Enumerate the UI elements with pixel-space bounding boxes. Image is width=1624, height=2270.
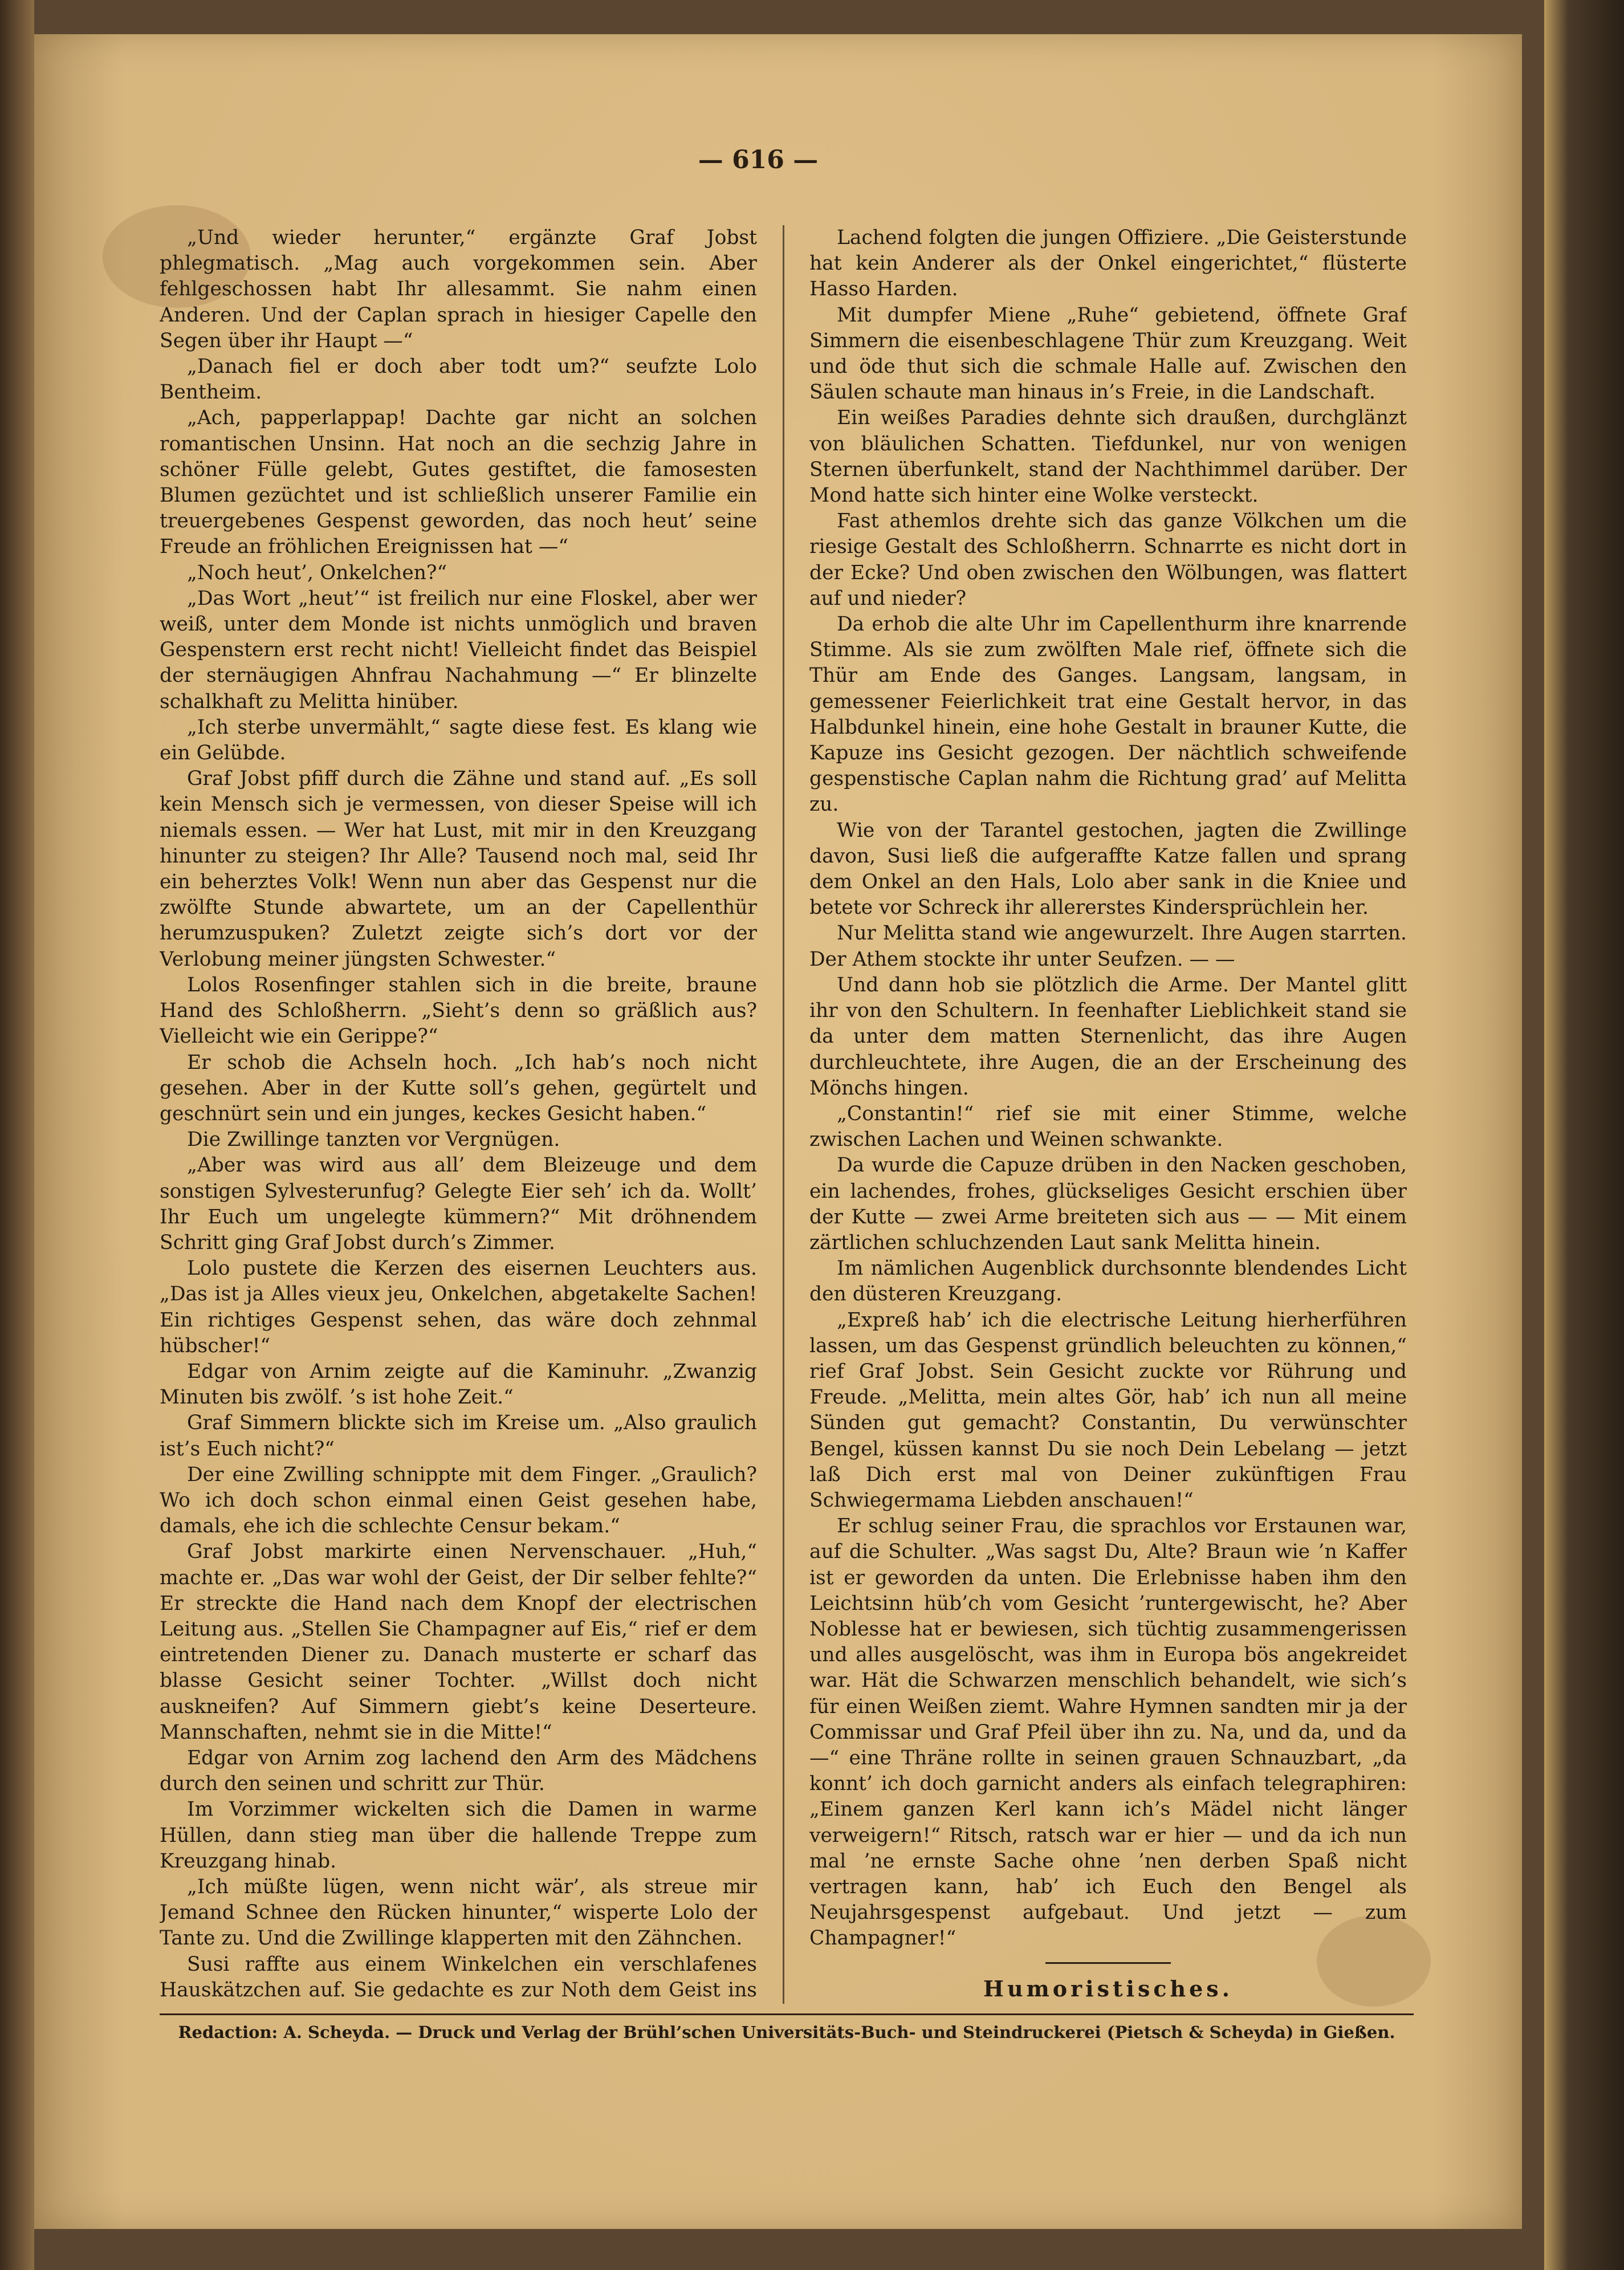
paragraph: Graf Jobst pfiff durch die Zähne und stand auf. „Es soll kein Mensch sich je vermessen, von dieser Speise will ich niemals essen. — Wer hat Lust, mit mir in den Kreuzgang hinunter zu steigen? Ihr Alle? Tausend noch mal, seid Ihr ein beherztes Volk! Wenn nun aber das Gespenst nur die zwölfte Stunde abwartete, um an der Capellenthür herumzuspuken? Zuletzt zeigte sich’s dort vor der Verlobung meiner jüngsten Schwester.“ — [160, 767, 757, 971]
paragraph: Fast athemlos drehte sich das ganze Völkchen um die riesige Gestalt des Schloßherrn. Schnarrte es nicht dort in der Ecke? Und oben zwischen den Wölbungen, was flattert auf und nieder? — [809, 510, 1407, 610]
column-divider — [783, 225, 784, 2004]
right-column-paragraphs — [809, 225, 1407, 1952]
paragraph: „Constantin!“ rief sie mit einer Stimme, welche zwischen Lachen und Weinen schwankte. — [809, 1102, 1407, 1152]
paragraph: Edgar von Arnim zeigte auf die Kaminuhr. „Zwanzig Minuten bis zwölf. ’s ist hohe Zeit.“ — [160, 1360, 757, 1409]
paragraph: Er schlug seiner Frau, die sprachlos vor Erstaunen war, auf die Schulter. „Was sagst Du, Alte? Braun wie ’n Kaffer ist er geworden da unten. Die Erlebnisse haben ihm den Leichtsinn hüb’ch vom Gesicht ’runtergewischt, he? Aber Noblesse hat er bewiesen, sich tüchtig zusammengerissen und alles ausgelöscht, was ihm in Europa bös angekreidet war. Hät die Schwarzen menschlich behandelt, wie sich’s für einen Weißen ziemt. Wahre Hymnen sandten mir ja der Commissar und Graf Pfeil über ihn zu. Na, und da, und da —“ eine Thräne rollte in seinen grauen Schnauzbart, „da konnt’ ich doch garnicht anders als einfach telegraphiren: „Einem ganzen Kerl kann ich’s Mädel nicht länger verweigern!“ Ritsch, ratsch war er hier — und da ich nun mal ’ne ernste Sache ohne ’nen derben Spaß nicht vertragen kann, hab’ ich Euch den Bengel als Neujahrsgespenst aufgebaut. Und jetzt — zum Champagner!“ — [809, 1515, 1407, 1950]
paragraph: „Ich müßte lügen, wenn nicht wär’, als streue mir Jemand Schnee den Rücken hinunter,“ wisperte Lolo der Tante zu. Und die Zwillinge klapperten mit den Zähnchen. — [160, 1876, 757, 1950]
paragraph: Die Zwillinge tanzten vor Vergnügen. — [187, 1128, 560, 1152]
page-number: — 616 — — [698, 145, 819, 174]
paragraph: „Aber was wird aus all’ dem Bleizeuge und dem sonstigen Sylvesterunfug? Gelegte Eier seh’ ich da. Wollt’ Ihr Euch um ungelegte kümmern?“ Mit dröhnendem Schritt ging Graf Jobst durch’s Zimmer. — [160, 1154, 757, 1254]
paragraph: Edgar von Arnim zog lachend den Arm des Mädchens durch den seinen und schritt zur Thür. — [160, 1746, 757, 1796]
article-columns — [160, 225, 1414, 2004]
paragraph: Mit dumpfer Miene „Ruhe“ gebietend, öffnete Graf Simmern die eisenbeschlagene Thür zum Kreuzgang. Weit und öde thut sich die schmale Halle auf. Zwischen den Säulen schaute man hinaus in’s Freie, in die Landschaft. — [809, 303, 1407, 404]
right-column — [809, 225, 1407, 2004]
left-column — [160, 225, 757, 2004]
paragraph: Im Vorzimmer wickelten sich die Damen in warme Hüllen, dann stieg man über die hallende Treppe zum Kreuzgang hinab. — [160, 1798, 757, 1873]
paragraph: Graf Simmern blickte sich im Kreise um. „Also graulich ist’s Euch nicht?“ — [160, 1411, 757, 1461]
paragraph: „Ach, papperlappap! Dachte gar nicht an solchen romantischen Unsinn. Hat noch an die sechzig Jahre in schöner Fülle gelebt, Gutes gestiftet, die famosesten Blumen gezüchtet und ist schließlich unserer Familie ein treuergebenes Gespenst geworden, das noch heut’ seine Freude an fröhlichen Ereignissen hat —“ — [160, 406, 757, 559]
paragraph: „Und wieder herunter,“ ergänzte Graf Jobst phlegmatisch. „Mag auch vorgekommen sein. Aber fehlgeschossen habt Ihr allesammt. Sie nahm einen Anderen. Und der Caplan sprach in hiesiger Capelle den Segen über ihr Haupt —“ — [160, 226, 757, 352]
paragraph: Nur Melitta stand wie angewurzelt. Ihre Augen starrten. Der Athem stockte ihr unter Seufzen. — — — [809, 922, 1407, 971]
paragraph: Und dann hob sie plötzlich die Arme. Der Mantel glitt ihr von den Schultern. In feenhafter Lieblichkeit stand sie da unter dem matten Sternenlicht, das ihre Augen durchleuchtete, ihre Augen, die an der Erscheinung des Mönchs hingen. — [809, 973, 1407, 1100]
paragraph: Wie von der Tarantel gestochen, jagten die Zwillinge davon, Susi ließ die aufgeraffte Katze fallen und sprang dem Onkel an den Hals, Lolo aber sank in die Kniee und betete vor Schreck ihr allererstes Kindersprüchlein her. — [809, 819, 1407, 920]
paragraph: Der eine Zwilling schnippte mit dem Finger. „Graulich? Wo ich doch schon einmal einen Geist gesehen habe, damals, ehe ich die schlechte Censur bekam.“ — [160, 1463, 757, 1538]
paragraph: Lolos Rosenfinger stahlen sich in die breite, braune Hand des Schloßherrn. „Sieht’s denn so gräßlich aus? Vielleicht wie ein Gerippe?“ — [160, 973, 757, 1048]
paragraph: „Ich sterbe unvermählt,“ sagte diese fest. Es klang wie ein Gelübde. — [160, 715, 757, 765]
book-spine-right — [1544, 0, 1624, 2270]
paragraph: Ein weißes Paradies dehnte sich draußen, durchglänzt von bläulichen Schatten. Tiefdunkel, nur von wenigen Sternen überfunkelt, stand der Nachthimmel darüber. Der Mond hatte sich hinter eine Wolke versteckt. — [809, 406, 1407, 507]
paragraph: Susi raffte aus einem Winkelchen ein verschlafenes Hauskätzchen auf. Sie gedachte es zur Noth dem Geist ins — [160, 1952, 757, 2001]
section-separator — [1045, 1962, 1171, 1964]
paragraph: Graf Jobst markirte einen Nervenschauer. „Huh,“ machte er. „Das war wohl der Geist, der Dir selber fehlte?“ Er streckte die Hand nach dem Knopf der electrischen Leitung aus. „Stellen Sie Champagner auf Eis,“ rief er dem eintretenden Diener zu. Danach musterte er scharf das blasse Gesicht seiner Tochter. „Willst doch nicht auskneifen? Auf Simmern giebt’s keine Deserteure. Mannschaften, nehmt sie in die Mitte!“ — [160, 1540, 757, 1744]
book-spine-left — [0, 0, 34, 2270]
humor-anecdote — [809, 2003, 1407, 2004]
paragraph: Lolo pustete die Kerzen des eisernen Leuchters aus. „Das ist ja Alles vieux jeu, Onkelchen, abgetakelte Sachen! Ein richtiges Gespenst sehen, das wäre doch zehnmal hübscher!“ — [160, 1257, 757, 1357]
paragraph: Da erhob die alte Uhr im Capellenthurm ihre knarrende Stimme. Als sie zum zwölften Male rief, öffnete sich die Thür am Ende des Ganges. Langsam, langsam, in gemessener Feierlichkeit trat eine Gestalt hervor, in das Halbdunkel hinein, eine hohe Gestalt in brauner Kutte, die Kapuze ins Gesicht gezogen. Der nächtlich schweifende gespenstische Caplan nahm die Richtung grad’ auf Melitta zu. — [809, 613, 1407, 816]
paragraph: „Danach fiel er doch aber todt um?“ seufzte Lolo Bentheim. — [160, 355, 757, 404]
imprint-footer: Redaction: A. Scheyda. — Druck und Verlag der Brühl’schen Universitäts-Buch- und Steindruckerei (Pietsch & Scheyda) in Gießen. — [178, 2023, 1395, 2042]
paragraph: Im nämlichen Augenblick durchsonnte blendendes Licht den düsteren Kreuzgang. — [809, 1257, 1407, 1306]
humor-heading: Humoristisches. — [983, 1975, 1233, 2001]
paragraph: „Expreß hab’ ich die electrische Leitung hierherführen lassen, um das Gespenst gründlich beleuchten zu können,“ rief Graf Jobst. Sein Gesicht zuckte vor Rührung und Freude. „Melitta, mein altes Gör, hab’ ich nun all meine Sünden gut gemacht? Constantin, Du verwünschter Bengel, küssen kannst Du sie noch Dein Lebelang — jetzt laß Dich erst mal von Deiner zukünftigen Frau Schwiegermama Liebden anschauen!“ — [809, 1308, 1407, 1512]
paragraph: Lachend folgten die jungen Offiziere. „Die Geisterstunde hat kein Anderer als der Onkel eingerichtet,“ flüsterte Hasso Harden. — [809, 226, 1407, 301]
paragraph: „Noch heut’, Onkelchen?“ — [187, 561, 447, 584]
paragraph: Da wurde die Capuze drüben in den Nacken geschoben, ein lachendes, frohes, glückseliges Gesicht erschien über der Kutte — zwei Arme breiteten sich aus — — Mit einem zärtlichen schluchzenden Laut sank Melitta hinein. — [809, 1154, 1407, 1254]
footer-rule — [160, 2013, 1414, 2015]
paragraph: „Das Wort „heut’“ ist freilich nur eine Floskel, aber wer weiß, unter dem Monde ist nichts unmöglich und braven Gespenstern erst recht nicht! Vielleicht findet das Beispiel der sternäugigen Ahnfrau Nachahmung —“ Er blinzelte schalkhaft zu Melitta hinüber. — [160, 587, 757, 713]
paragraph: Er schob die Achseln hoch. „Ich hab’s noch nicht gesehen. Aber in der Kutte soll’s gehen, gegürtelt und geschnürt sein und ein junges, keckes Gesicht haben.“ — [160, 1051, 757, 1125]
